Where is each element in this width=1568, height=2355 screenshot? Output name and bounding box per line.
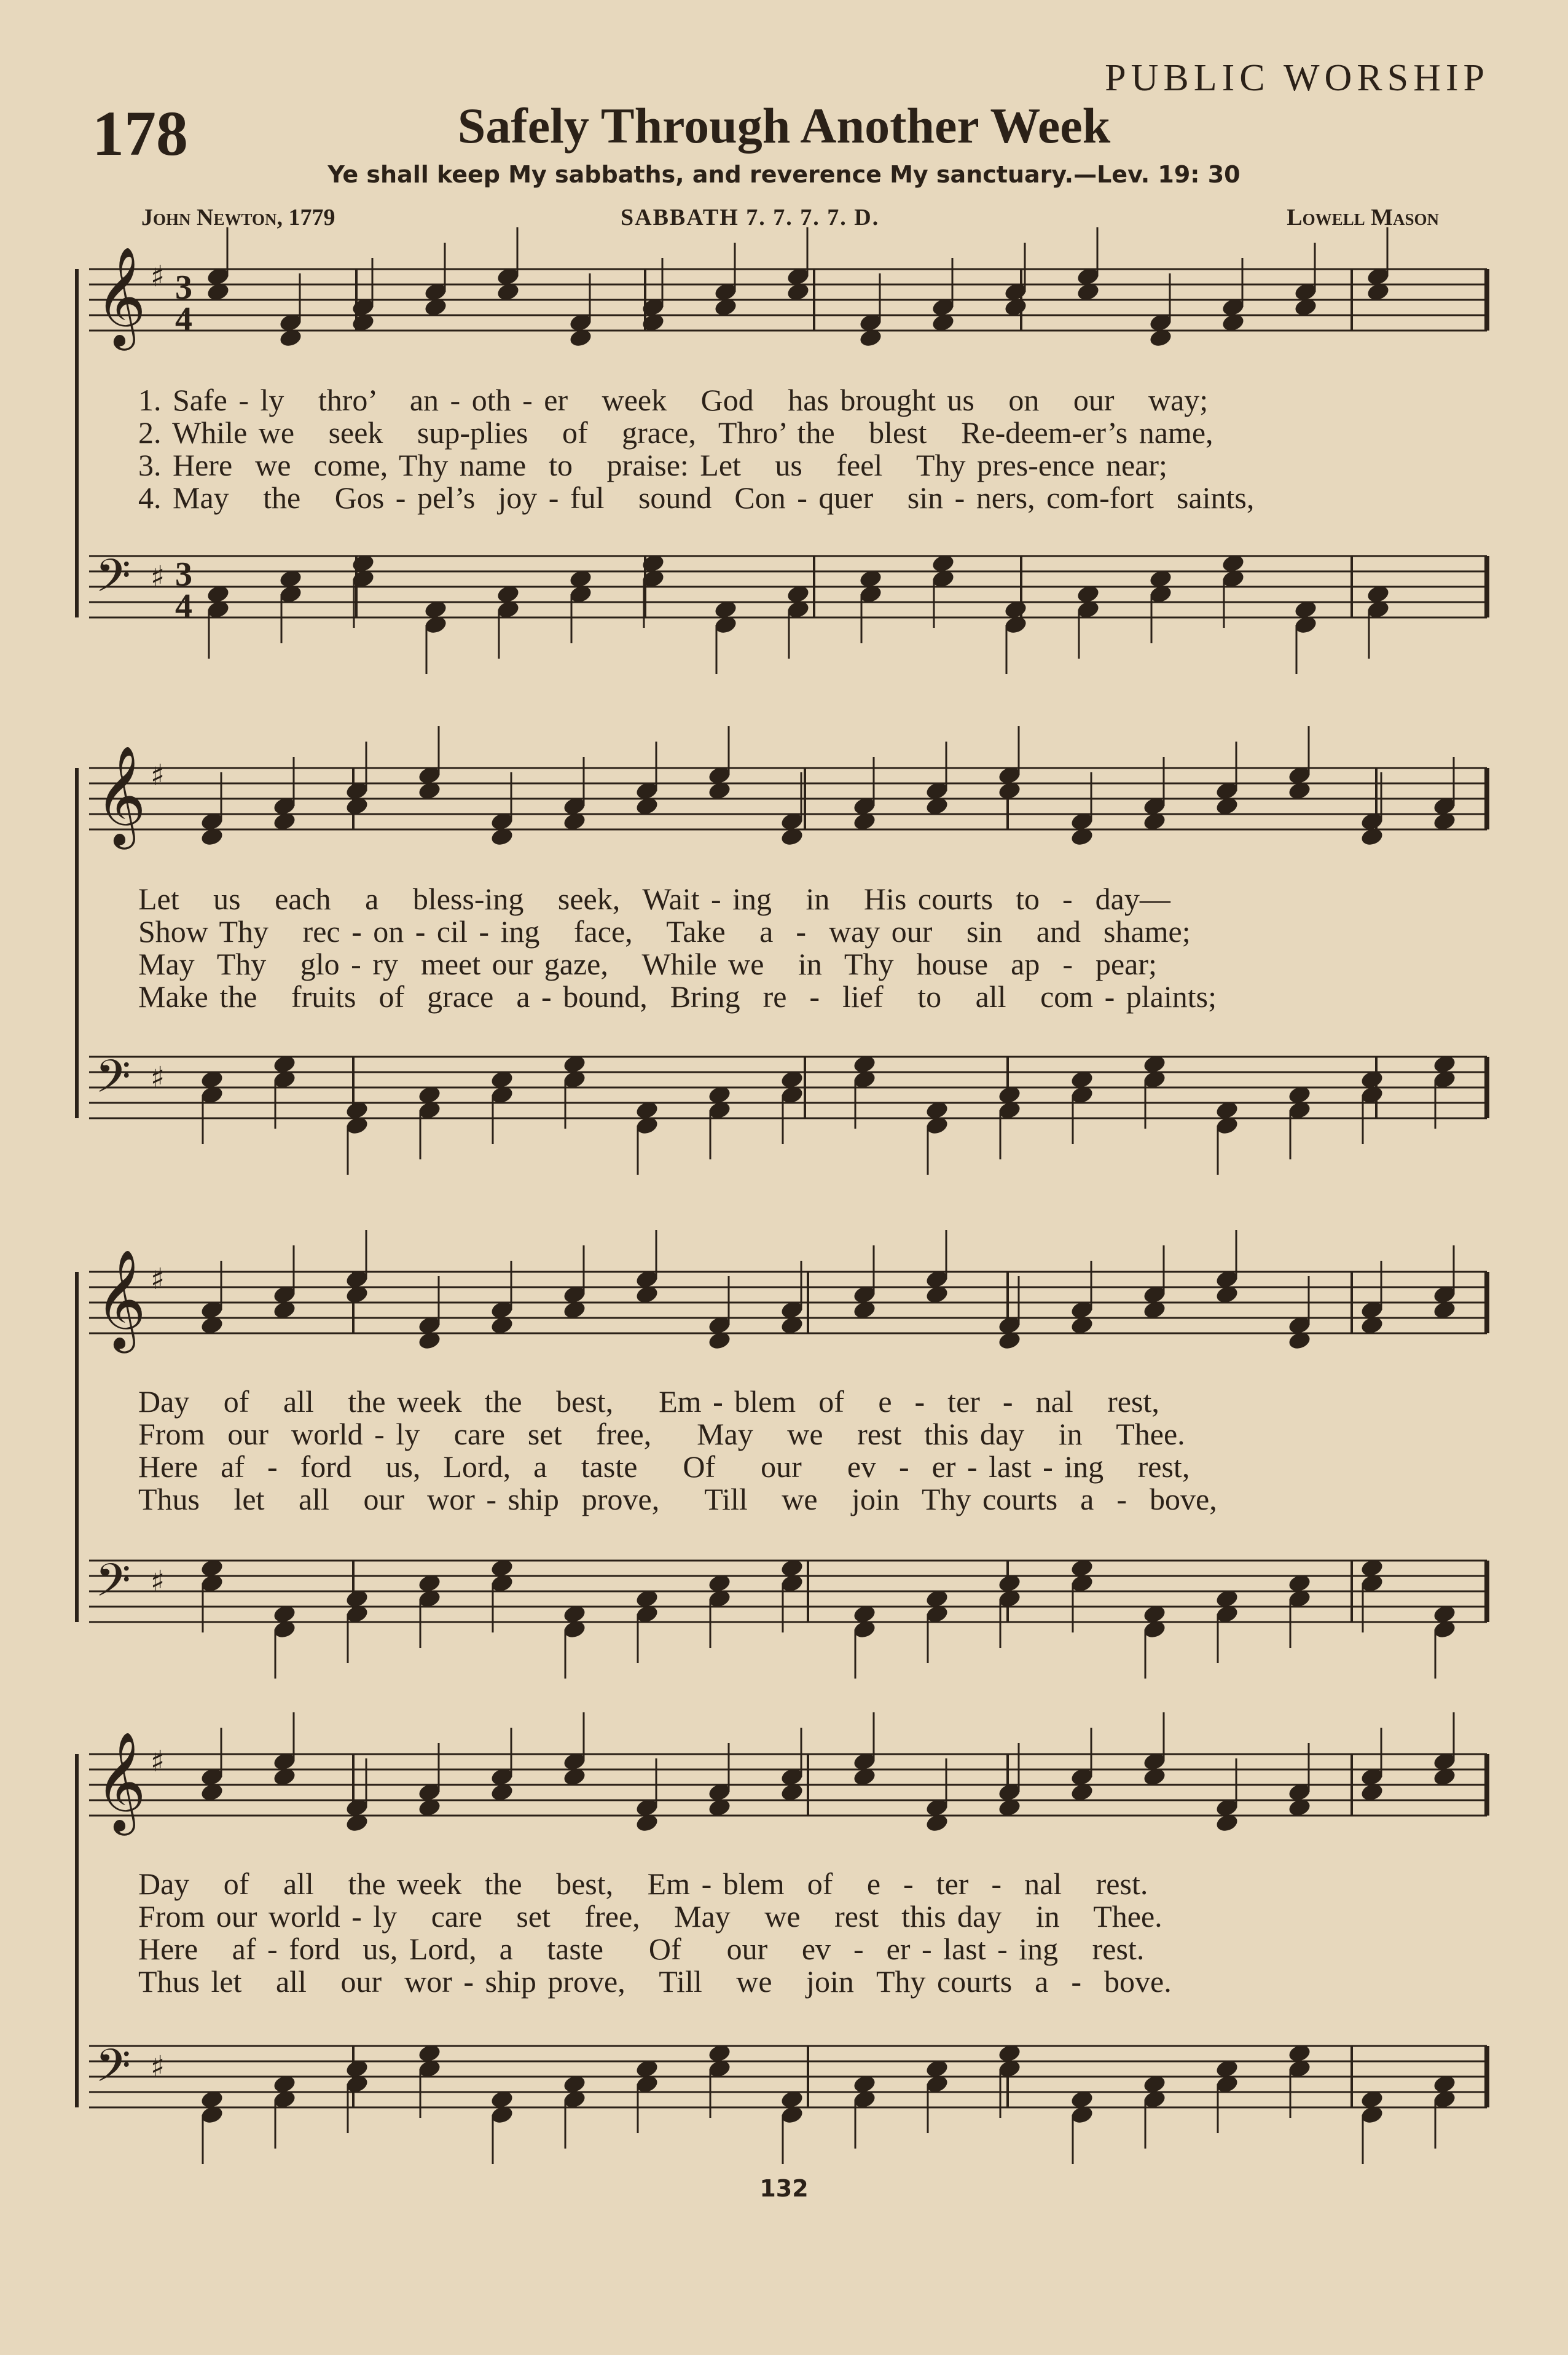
treble-clef: 𝄞	[95, 745, 146, 845]
time-signature-bottom: 4	[175, 300, 192, 339]
bass-clef: 𝄢	[95, 1050, 131, 1115]
lyric-verse-3: 3. Here we come, Thy name to praise: Let us feel Thy pres-ence near;	[138, 448, 1167, 482]
hymn-title: Safely Through Another Week	[457, 98, 1111, 154]
treble-clef: 𝄞	[95, 1249, 146, 1349]
lyrics-system-3	[138, 1385, 1462, 1516]
section-label: PUBLIC WORSHIP	[1105, 57, 1489, 99]
lyric-verse-4: Make the fruits of grace a - bound, Bring re - lief to all com - plaints;	[138, 979, 1217, 1014]
lyric-verse-2: 2. While we seek sup-plies of grace, Thro’ the blest Re-deem-er’s name,	[138, 415, 1213, 450]
bass-clef: 𝄢	[95, 1554, 131, 1618]
sharp-icon: ♯	[151, 1744, 165, 1779]
lyric-verse-4: Thus let all our wor - ship prove, Till we join Thy courts a - bove,	[138, 1482, 1217, 1516]
sharp-icon: ♯	[151, 560, 165, 594]
time-signature-top: 3	[175, 555, 192, 594]
time-signature-top: 3	[175, 268, 192, 307]
scripture-epigraph: Ye shall keep My sabbaths, and reverence My sanctuary.—Lev. 19: 30	[327, 161, 1241, 188]
bass-clef: 𝄢	[95, 549, 131, 614]
lyric-verse-2: From our world - ly care set free, May we rest this day in Thee.	[138, 1417, 1185, 1451]
treble-clef: 𝄞	[95, 246, 146, 347]
lyric-verse-1: Let us each a bless-ing seek, Wait - ing in His courts to - day—	[138, 882, 1170, 916]
bass-clef: 𝄢	[95, 2039, 131, 2104]
sharp-icon: ♯	[151, 758, 165, 793]
hymn-number: 178	[92, 98, 188, 169]
time-signature-bottom: 4	[175, 587, 192, 625]
tune-name: SABBATH 7. 7. 7. 7. D.	[621, 205, 880, 230]
composer-credit: Lowell Mason	[1287, 205, 1439, 230]
lyrics-system-4	[138, 1868, 1462, 1998]
sharp-icon: ♯	[151, 1060, 165, 1095]
lyrics-system-1	[138, 384, 1462, 514]
lyric-verse-4: 4. May the Gos - pel’s joy - ful sound Con - quer sin - ners, com-fort saints,	[138, 480, 1255, 515]
lyric-verse-4: Thus let all our wor - ship prove, Till we join Thy courts a - bove.	[138, 1964, 1172, 1999]
lyric-verse-1: Day of all the week the best, Em - blem of e - ter - nal rest,	[138, 1384, 1159, 1419]
lyric-verse-2: From our world - ly care set free, May we rest this day in Thee.	[138, 1899, 1162, 1934]
sharp-icon: ♯	[151, 2050, 165, 2084]
page-number: 132	[759, 2175, 809, 2202]
sharp-icon: ♯	[151, 1262, 165, 1296]
treble-clef: 𝄞	[95, 1731, 146, 1832]
lyric-verse-3: May Thy glo - ry meet our gaze, While we in Thy house ap - pear;	[138, 947, 1157, 981]
lyric-verse-1: 1. Safe - ly thro’ an - oth - er week God has brought us on our way;	[138, 383, 1209, 417]
lyric-verse-1: Day of all the week the best, Em - blem of e - ter - nal rest.	[138, 1867, 1148, 1901]
sharp-icon: ♯	[151, 259, 165, 294]
lyrics-system-2	[138, 883, 1462, 1013]
lyric-verse-3: Here af - ford us, Lord, a taste Of our ev - er - last - ing rest,	[138, 1449, 1190, 1484]
lyric-verse-2: Show Thy rec - on - cil - ing face, Take a - way our sin and shame;	[138, 914, 1191, 949]
lyric-verse-3: Here af - ford us, Lord, a taste Of our ev - er - last - ing rest.	[138, 1932, 1145, 1966]
sharp-icon: ♯	[151, 1564, 165, 1599]
author-credit: John Newton, 1779	[141, 205, 335, 230]
